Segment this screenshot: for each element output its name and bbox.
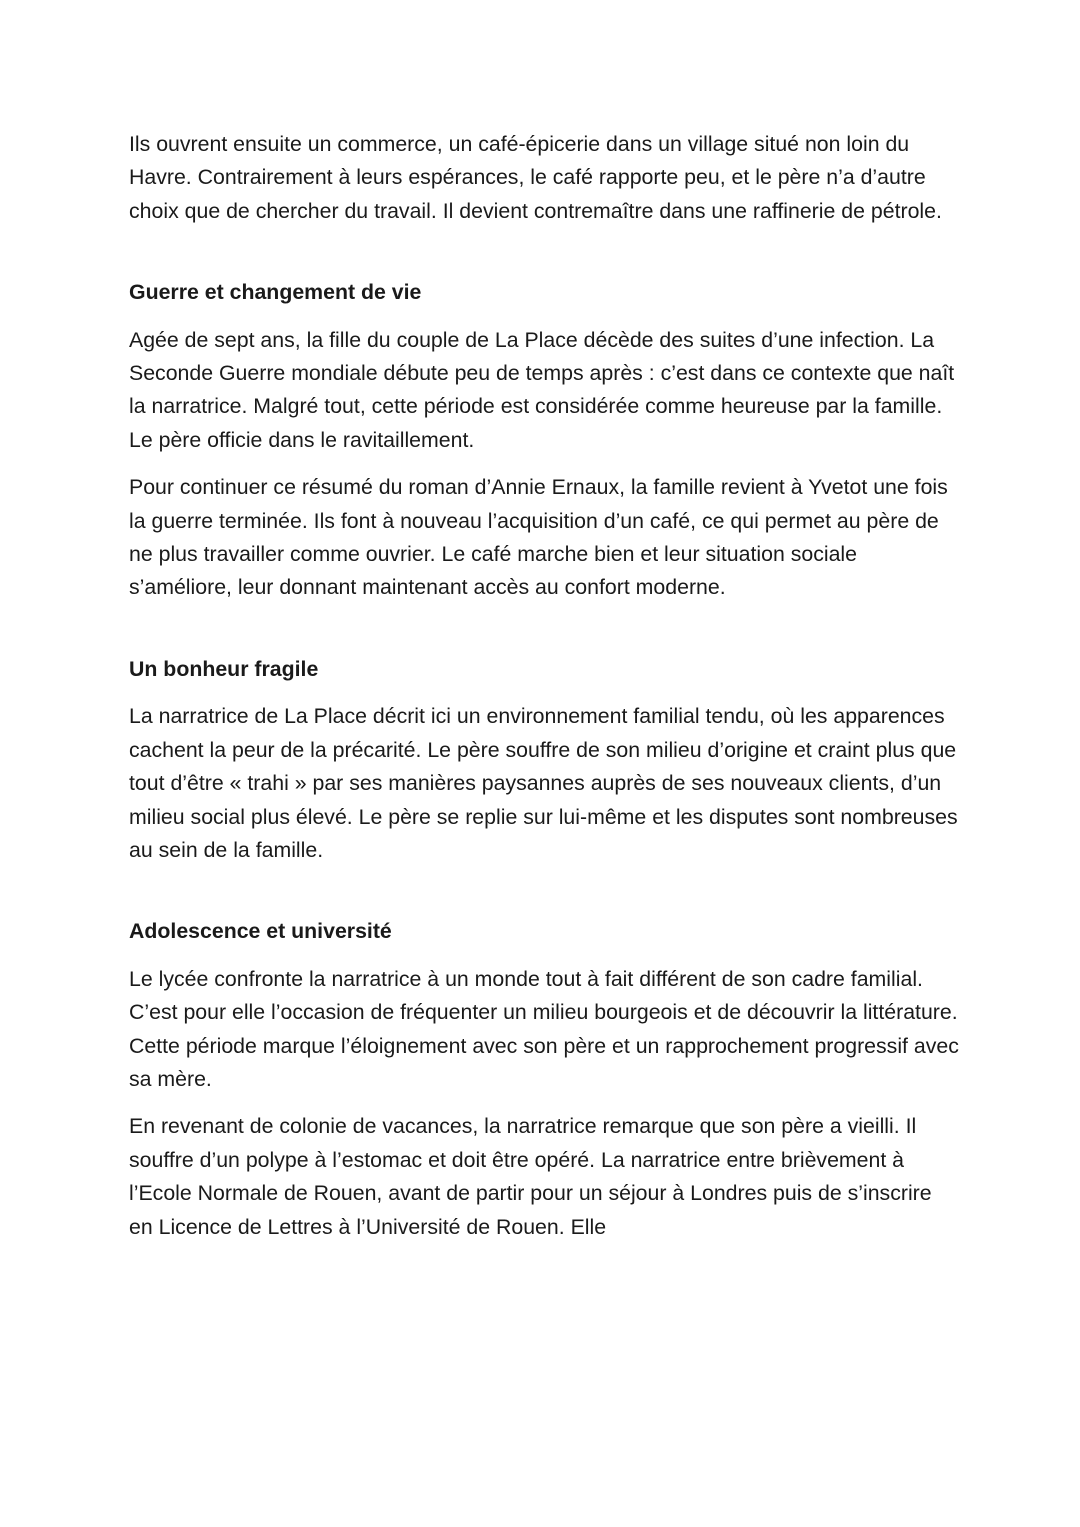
document-body	[129, 128, 959, 1244]
paragraph-bonheur-1: La narratrice de La Place décrit ici un environnement familial tendu, où les apparences cachent la peur de la précarité. Le père souffre de son milieu d’origine et craint plus que tout d’être « trahi » par ses manières paysannes auprès de ses nouveaux clients, d’un milieu social plus élevé. Le père se replie sur lui-même et les disputes sont nombreuses au sein de la famille.	[129, 704, 958, 862]
paragraph-adolescence-2: En revenant de colonie de vacances, la narratrice remarque que son père a vieilli. Il souffre d’un polype à l’estomac et doit être opéré. La narratrice entre brièvement à l’Ecole Normale de Rouen, avant de partir pour un séjour à Londres puis de s’inscrire en Licence de Lettres à l’Université de Rouen. Elle	[129, 1114, 932, 1239]
section-heading-adolescence: Adolescence et université	[129, 919, 392, 944]
paragraph-guerre-1: Agée de sept ans, la fille du couple de La Place décède des suites d’une infection. La Seconde Guerre mondiale débute peu de temps après : c’est dans ce contexte que naît la narratrice. Malgré tout, cette période est considérée comme heureuse par la famille. Le père officie dans le ravitaillement.	[129, 327, 955, 452]
paragraph-adolescence-1: Le lycée confronte la narratrice à un monde tout à fait différent de son cadre familial. C’est pour elle l’occasion de fréquenter un milieu bourgeois et de découvrir la littérature. Cette période marque l’éloignement avec son père et un rapprochement progressif avec sa mère.	[129, 966, 959, 1091]
section-heading-guerre: Guerre et changement de vie	[129, 280, 422, 305]
paragraph-intro: Ils ouvrent ensuite un commerce, un café-épicerie dans un village situé non loin du Havre. Contrairement à leurs espérances, le café rapporte peu, et le père n’a d’autre choix que de chercher du travail. Il devient contremaître dans une raffinerie de pétrole.	[129, 132, 942, 223]
section-heading-bonheur: Un bonheur fragile	[129, 656, 319, 681]
paragraph-guerre-2: Pour continuer ce résumé du roman d’Annie Ernaux, la famille revient à Yvetot une fois la guerre terminée. Ils font à nouveau l’acquisition d’un café, ce qui permet au père de ne plus travailler comme ouvrier. Le café marche bien et leur situation sociale s’améliore, leur donnant maintenant accès au confort moderne.	[129, 475, 948, 600]
